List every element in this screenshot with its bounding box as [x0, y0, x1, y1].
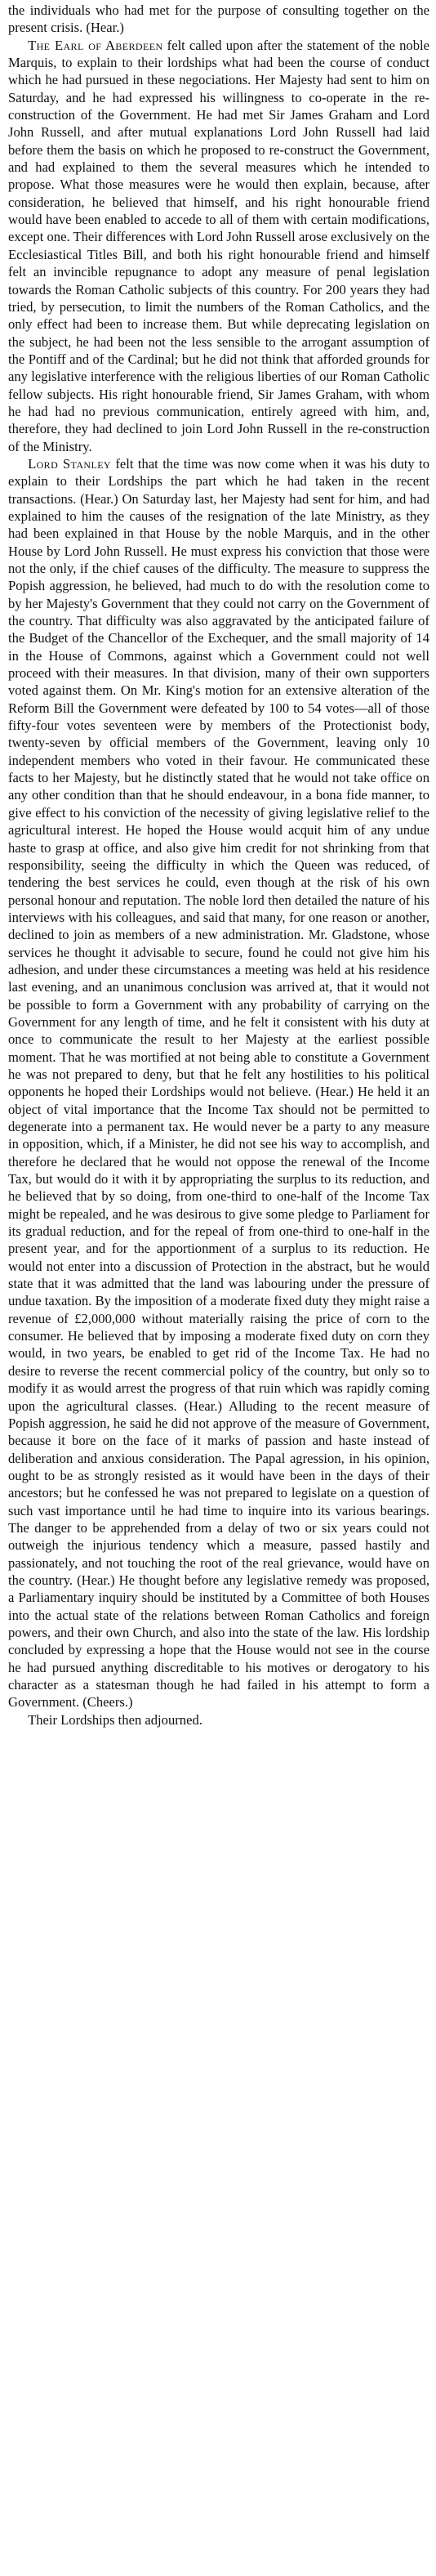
paragraph-lord-stanley	[8, 455, 429, 1711]
paragraph-text: felt called upon after the statement of the noble Marquis, to explain to their lordships what had been the course of conduct which he had pursued in these negociations. Her Majesty had sent to him on Saturday, and he had expressed his willingness to co-operate in the re-construction of the Government. He had met Sir James Graham and Lord John Russell, and after mutual explanations Lord John Russell had laid before them the basis on which he proposed to re-construct the Government, and had explained to them the several measures which he intended to propose. What those measures were he would then explain, because, after consideration, he believed that himself, and his right honourable friend would have been enabled to accede to all of them with certain modifications, except one. Their differences with Lord John Russell arose exclusively on the Ecclesiastical Titles Bill, and both his right honourable friend and himself felt an invincible repugnance to adopt any measure of penal legislation towards the Roman Catholic subjects of this country. For 200 years they had tried, by persecution, to limit the numbers of the Roman Catholics, and the only effect had been to increase them. But while deprecating legislation on the subject, he had been not the less sensible to the arrogant assumption of the Pontiff and of the Cardinal; but he did not think that afforded grounds for any legislative interference with the religious liberties of our Roman Catholic fellow subjects. His right honourable friend, Sir James Graham, with whom he had had no previous communication, entirely agreed with him, and, therefore, they had declined to join Lord John Russell in the re-construction of the Ministry.	[8, 37, 430, 454]
speaker-name: The Earl of Aberdeen	[28, 37, 163, 53]
paragraph-adjourned	[8, 1711, 429, 1729]
paragraph-earl-of-aberdeen	[8, 37, 429, 455]
paragraph-text: felt that the time was now come when it was his duty to explain to their Lordships the part which he had taken in the recent transactions. (Hear.) On Saturday last, her Majesty had sent for him, and had explained to him the causes of the resignation of the late Ministry, as they had been explained in that House by the noble Marquis, and in the other House by Lord John Russell. He must express his conviction that those were not the only, if the chief causes of the difficulty. The measure to suppress the Popish aggression, he believed, had much to do with the resolution come to by her Majesty's Government that they could not carry on the Government of the country. That difficulty was also aggravated by the anticipated failure of the Budget of the Chancellor of the Exchequer, and the small majority of 14 in the House of Commons, against which a Government could not well proceed with their measures. In that division, many of their own supporters voted against them. On Mr. King's motion for an extensive alteration of the Reform Bill the Government were defeated by 100 to 54 votes—all of those fifty-four votes seventeen were by members of the Protectionist body, twenty-seven by official members of the Government, leaving only 10 independent members who voted in their favour. He communicated these facts to her Majesty, but he distinctly stated that he would not take office on any other condition than that he should endeavour, in a bona fide manner, to give effect to his conviction of the necessity of giving legislative relief to the agricultural interest. He hoped the House would acquit him of any undue haste to grasp at office, and also give him credit for not shrinking from that responsibility, seeing the difficulty in which the Queen was reduced, of tendering the best services he could, even though at the risk of his own personal honour and reputation. The noble lord then detailed the nature of his interviews with his colleagues, and said that many, for one reason or another, declined to join as members of a new administration. Mr. Gladstone, whose services he thought it advisable to secure, found he could not give him his adhesion, and under these circumstances a meeting was held at his residence last evening, and an unanimous conclusion was arrived at, that it would not be possible to form a Government with any probability of carrying on the Government for any length of time, and he felt it consistent with his duty at once to communicate the result to her Majesty at the earliest possible moment. That he was mortified at not being able to constitute a Government he was not prepared to deny, but that he felt any hostilities to his political opponents he hoped their Lordships would not believe. (Hear.) He held it an object of vital importance that the Income Tax should not be permitted to degenerate into a permanent tax. He would never be a party to any measure in opposition, which, if a Minister, he did not see his way to accomplish, and therefore he declared that he would not oppose the renewal of the Income Tax, but would do it with it by appropriating the surplus to its reduction, and he believed that by so doing, from one-third to one-half of the Income Tax might be repealed, and he was desirous to give some pledge to Parliament for its gradual reduction, and for the repeal of from one-third to one-half in the present year, and for the apportionment of a surplus to its reduction. He would not enter into a discussion of Protection in the abstract, but he would state that it was admitted that the land was labouring under the pressure of undue taxation. By the imposition of a moderate fixed duty they might raise a revenue of £2,000,000 without materially raising the price of corn to the consumer. He believed that by imposing a moderate fixed duty on corn they would, in two years, be enabled to get rid of the Income Tax. He had no desire to reverse the recent commercial policy of the country, but only so to modify it as would arrest the progress of that ruin which was rapidly coming upon the agricultural classes. (Hear.) Alluding to the recent measure of Popish aggression, he said he did not approve of the measure of Government, because it bore on the face of it marks of passion and haste instead of deliberation and anxious consideration. The Papal agression, in his opinion, ought to be as strongly resisted as it would have been in the days of their ancestors; but he confessed he was not prepared to legislate on a question of such vast importance until he had time to inquire into its various bearings. The danger to be apprehended from a delay of two or six years could not outweigh the injurious tendency which a measure, passed hastily and passionately, and not touching the root of the real grievance, would have on the country. (Hear.) He thought before any legislative remedy was proposed, a Parliamentary inquiry should be instituted by a Committee of both Houses into the actual state of the relations between Roman Catholics and foreign powers, and their own Church, and also into the state of the law. His lordship concluded by expressing a hope that the House would not see in the course he had pursued anything discreditable to his motives or derogatory to his character as a statesman though he had failed in his attempt to form a Government. (Cheers.)	[8, 455, 429, 1711]
paragraph-text: the individuals who had met for the purpose of consulting together on the present crisis. (Hear.)	[8, 2, 429, 36]
speaker-name: Lord Stanley	[28, 455, 111, 472]
paragraph-opening-fragment	[8, 2, 429, 37]
paragraph-text: Their Lordships then adjourned.	[28, 1711, 202, 1728]
